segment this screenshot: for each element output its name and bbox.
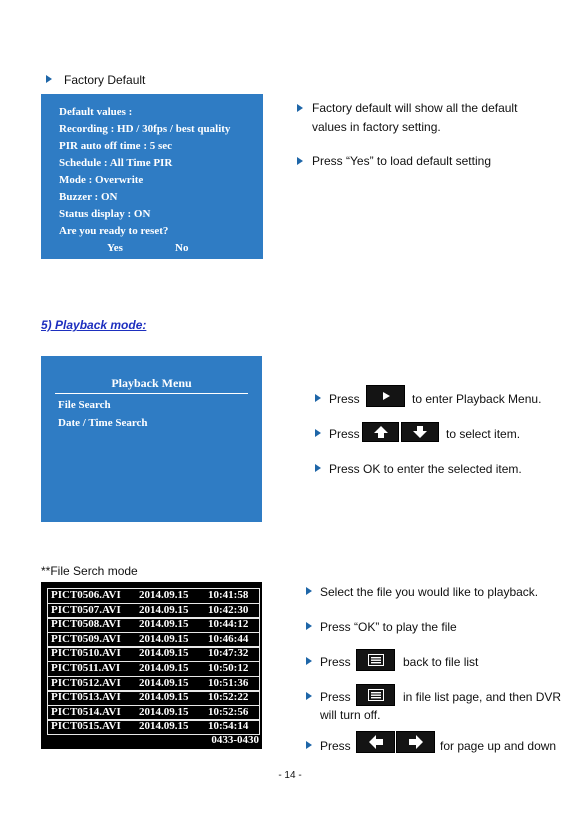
file-inst3-text: back to file list xyxy=(403,655,479,669)
factory-desc-line2: values in factory setting. xyxy=(312,120,441,134)
file-inst1: Select the file you would like to playback. xyxy=(320,585,539,599)
file-range-label: 0433-0430 xyxy=(211,734,259,746)
arrow-down-icon xyxy=(413,426,427,438)
menu-icon xyxy=(368,689,384,701)
left-arrow-button xyxy=(356,731,395,753)
file-date: 2014.09.15 xyxy=(139,632,189,645)
factory-desc-line1: Factory default will show all the default xyxy=(312,101,518,115)
file-date: 2014.09.15 xyxy=(139,705,189,718)
menu-button xyxy=(356,684,395,706)
file-name: PICT0513.AVI xyxy=(51,691,121,704)
step1-text: to enter Playback Menu. xyxy=(412,392,542,406)
menu-button xyxy=(356,649,395,671)
file-time: 10:54:14 xyxy=(208,720,249,733)
file-time: 10:52:22 xyxy=(208,691,249,704)
step1-press: Press xyxy=(329,392,360,406)
factory-desc-yes: Press “Yes” to load default setting xyxy=(312,154,491,168)
bullet-icon xyxy=(306,622,312,630)
menu-icon xyxy=(368,654,384,666)
menu-divider xyxy=(55,393,248,394)
screen-line: Are you ready to reset? xyxy=(59,225,169,237)
yes-option[interactable]: Yes xyxy=(107,242,123,254)
right-arrow-button xyxy=(396,731,435,753)
file-name: PICT0506.AVI xyxy=(51,589,121,601)
step3-text: Press OK to enter the selected item. xyxy=(329,462,522,476)
arrow-right-icon xyxy=(409,735,423,749)
file-inst5-text: for page up and down xyxy=(440,739,557,753)
bullet-icon xyxy=(306,741,312,749)
file-inst5-press: Press xyxy=(320,739,351,753)
file-time: 10:47:32 xyxy=(208,647,249,660)
file-time: 10:44:12 xyxy=(208,618,249,631)
file-search-heading: **File Serch mode xyxy=(41,564,138,578)
playback-menu-title: Playback Menu xyxy=(111,376,192,390)
screen-line: Status display : ON xyxy=(59,208,151,220)
file-date: 2014.09.15 xyxy=(139,618,189,631)
right-arrow-button xyxy=(366,385,405,407)
file-date: 2014.09.15 xyxy=(139,647,189,660)
file-date: 2014.09.15 xyxy=(139,589,189,601)
file-name: PICT0508.AVI xyxy=(51,618,121,631)
file-time: 10:50:12 xyxy=(208,662,249,674)
file-inst4-text: in file list page, and then DVR xyxy=(403,690,562,704)
bullet-icon xyxy=(315,394,321,402)
menu-item-date-time-search[interactable]: Date / Time Search xyxy=(58,417,148,429)
file-date: 2014.09.15 xyxy=(139,691,189,704)
playback-section-title: 5) Playback mode: xyxy=(41,318,147,332)
up-arrow-button xyxy=(362,422,399,442)
file-inst4-press: Press xyxy=(320,690,351,704)
play-right-icon xyxy=(381,391,391,401)
screen-line: Schedule : All Time PIR xyxy=(59,157,173,169)
file-name: PICT0509.AVI xyxy=(51,632,121,645)
step2-press: Press xyxy=(329,427,360,441)
file-name: PICT0515.AVI xyxy=(51,720,121,733)
file-list-row[interactable] xyxy=(47,661,260,677)
step2-text: to select item. xyxy=(446,427,521,441)
file-list-row[interactable] xyxy=(47,632,260,648)
bullet-icon xyxy=(306,587,312,595)
factory-default-heading: Factory Default xyxy=(64,73,146,87)
factory-default-screen xyxy=(41,94,263,259)
file-list-row[interactable] xyxy=(47,588,260,604)
bullet-icon xyxy=(306,657,312,665)
file-inst4-line2: will turn off. xyxy=(320,708,381,722)
file-name: PICT0514.AVI xyxy=(51,705,121,718)
bullet-icon xyxy=(315,464,321,472)
file-list-screen xyxy=(41,582,262,749)
screen-line: Buzzer : ON xyxy=(59,191,118,203)
screen-line: PIR auto off time : 5 sec xyxy=(59,140,173,152)
arrow-up-icon xyxy=(374,426,388,438)
file-list-row[interactable] xyxy=(47,676,260,692)
file-list-row[interactable] xyxy=(47,719,260,735)
bullet-icon xyxy=(46,75,52,83)
file-time: 10:52:56 xyxy=(208,705,249,718)
file-name: PICT0512.AVI xyxy=(51,676,121,689)
playback-menu-screen xyxy=(41,356,262,522)
menu-item-file-search[interactable]: File Search xyxy=(58,399,111,411)
file-time: 10:51:36 xyxy=(208,676,249,689)
file-date: 2014.09.15 xyxy=(139,720,189,733)
bullet-icon xyxy=(306,692,312,700)
file-list-row[interactable] xyxy=(47,603,260,619)
file-list-row[interactable] xyxy=(47,617,260,633)
down-arrow-button xyxy=(401,422,439,442)
file-inst3-press: Press xyxy=(320,655,351,669)
bullet-icon xyxy=(315,429,321,437)
file-list-row[interactable] xyxy=(47,690,260,706)
file-name: PICT0507.AVI xyxy=(51,603,121,616)
screen-line: Recording : HD / 30fps / best quality xyxy=(59,123,231,135)
file-time: 10:42:30 xyxy=(208,603,249,616)
file-list-row[interactable] xyxy=(47,705,260,721)
screen-line: Mode : Overwrite xyxy=(59,174,144,186)
file-date: 2014.09.15 xyxy=(139,676,189,689)
screen-line: Default values : xyxy=(59,106,133,118)
bullet-icon xyxy=(297,157,303,165)
file-name: PICT0511.AVI xyxy=(51,662,121,674)
page-number: - 14 - xyxy=(278,770,302,781)
no-option[interactable]: No xyxy=(175,242,189,254)
bullet-icon xyxy=(297,104,303,112)
file-list-row[interactable] xyxy=(47,646,260,662)
file-inst2: Press “OK” to play the file xyxy=(320,620,457,634)
file-time: 10:46:44 xyxy=(208,632,249,645)
file-date: 2014.09.15 xyxy=(139,662,189,674)
file-date: 2014.09.15 xyxy=(139,603,189,616)
file-name: PICT0510.AVI xyxy=(51,647,121,660)
file-time: 10:41:58 xyxy=(208,589,249,601)
arrow-left-icon xyxy=(369,735,383,749)
